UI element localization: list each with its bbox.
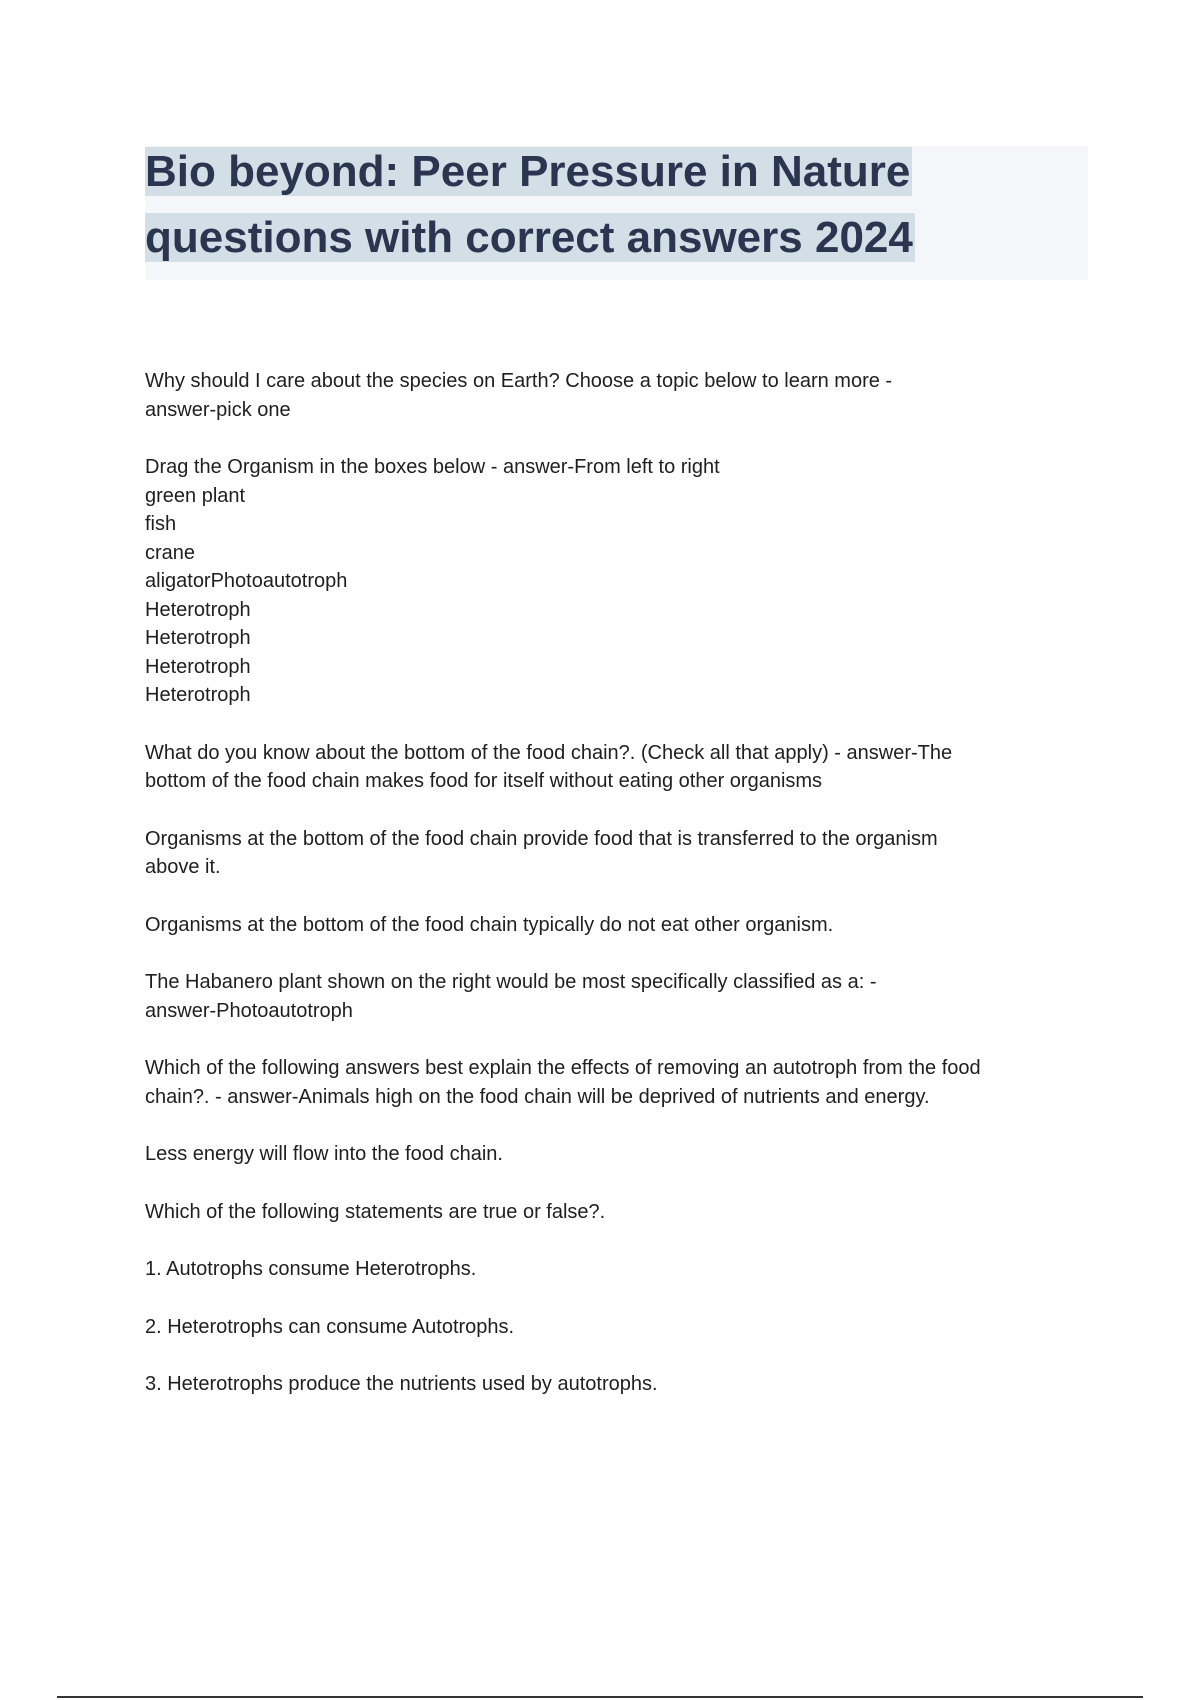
paragraph-line: 1. Autotrophs consume Heterotrophs.: [145, 1258, 477, 1280]
paragraph-line: 2. Heterotrophs can consume Autotrophs.: [145, 1315, 515, 1338]
qa-paragraph: [145, 1313, 1085, 1342]
paragraph-line: answer-pick one: [145, 398, 291, 421]
paragraph-line: 3. Heterotrophs produce the nutrients used by autotrophs.: [145, 1373, 658, 1395]
paragraph-line: answer-Photoautotroph: [145, 999, 353, 1022]
document-title-line-1: Bio beyond: Peer Pressure in Nature: [145, 147, 911, 196]
qa-paragraph: [145, 1054, 1085, 1111]
paragraph-line: aligatorPhotoautotroph: [145, 570, 348, 592]
qa-paragraph: [145, 1198, 1085, 1227]
paragraph-line: above it.: [145, 856, 221, 878]
qa-paragraph: [145, 739, 1085, 796]
paragraph-line: Less energy will flow into the food chain.: [145, 1143, 503, 1165]
paragraph-line: chain?. - answer-Animals high on the food chain will be deprived of nutrients and energy.: [145, 1085, 930, 1108]
qa-paragraph: [145, 1255, 1085, 1284]
paragraph-line: The Habanero plant shown on the right would be most specifically classified as a: -: [145, 971, 877, 993]
paragraph-line: crane: [145, 541, 196, 564]
page-footer-rule: [57, 1696, 1143, 1698]
paragraph-line: Why should I care about the species on Earth? Choose a topic below to learn more -: [145, 370, 893, 392]
paragraph-line: Heterotroph: [145, 598, 251, 621]
paragraph-line: Which of the following statements are true or false?.: [145, 1200, 606, 1223]
qa-paragraph: [145, 968, 1085, 1025]
paragraph-line: What do you know about the bottom of the food chain?. (Check all that apply) - answer-The: [145, 741, 953, 764]
qa-paragraph: [145, 453, 1085, 710]
paragraph-line: Heterotroph: [145, 655, 251, 678]
document-title-line-2: questions with correct answers 2024: [145, 213, 913, 262]
qa-paragraph: [145, 1370, 1085, 1399]
qa-paragraph: [145, 825, 1085, 882]
paragraph-line: green plant: [145, 484, 246, 507]
document-body: [145, 367, 1085, 1428]
qa-paragraph: [145, 911, 1085, 940]
paragraph-line: Drag the Organism in the boxes below - answer-From left to right: [145, 456, 720, 478]
qa-paragraph: [145, 1140, 1085, 1169]
paragraph-line: Organisms at the bottom of the food chain typically do not eat other organism.: [145, 913, 834, 936]
paragraph-line: Which of the following answers best explain the effects of removing an autotroph from the food: [145, 1057, 981, 1079]
paragraph-line: bottom of the food chain makes food for itself without eating other organisms: [145, 770, 823, 792]
paragraph-line: fish: [145, 513, 177, 535]
paragraph-line: Heterotroph: [145, 684, 251, 706]
qa-paragraph: [145, 367, 1085, 424]
paragraph-line: Organisms at the bottom of the food chain provide food that is transferred to the organism: [145, 827, 938, 850]
paragraph-line: Heterotroph: [145, 627, 251, 649]
